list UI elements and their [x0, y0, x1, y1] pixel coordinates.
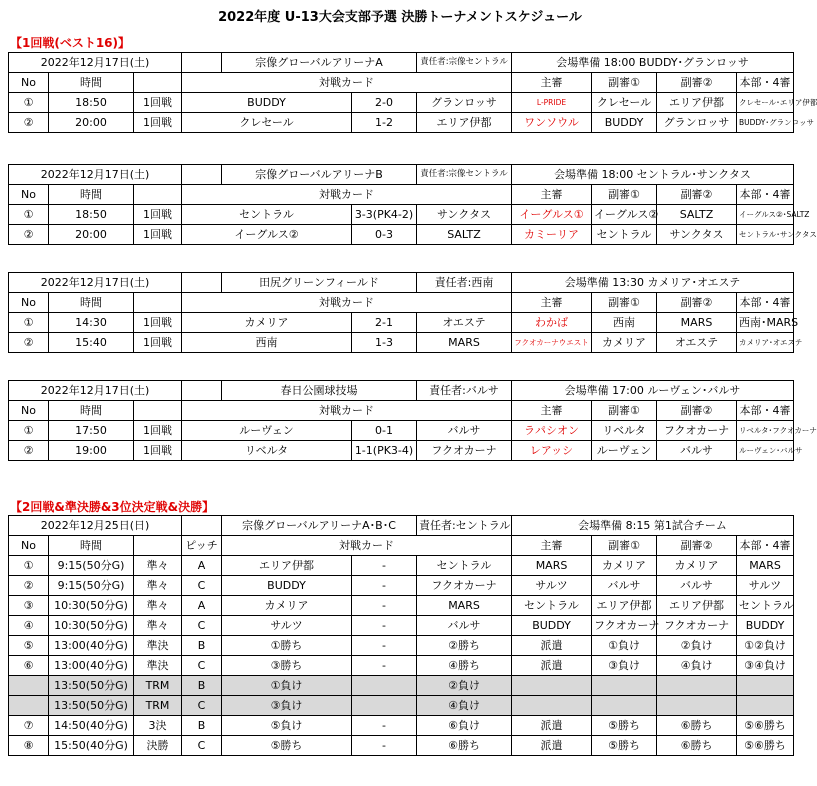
away-team: バルサ: [417, 421, 512, 441]
home-team: ③負け: [222, 696, 352, 716]
assistant-referee-2: エリア伊都: [657, 93, 737, 113]
table-row: [9, 596, 794, 616]
venue-name: 宗像グローバルアリーナB: [222, 165, 417, 185]
header-referee: 主審: [512, 293, 592, 313]
pitch: A: [182, 596, 222, 616]
kickoff-time: 19:00: [49, 441, 134, 461]
kickoff-time: 9:15(50分G): [49, 556, 134, 576]
round-label: 1回戦: [134, 313, 182, 333]
venue-prep: 会場準備 8:15 第1試合チーム: [512, 516, 794, 536]
home-team: リベルタ: [182, 441, 352, 461]
referee: イーグルス①: [512, 205, 592, 225]
venue-prep: 会場準備 18:00 セントラル･サンクタス: [512, 165, 794, 185]
headquarters: セントラル･サンクタス: [737, 225, 794, 245]
headquarters: [737, 676, 794, 696]
score: 1-1(PK3-4): [352, 441, 417, 461]
score: -: [352, 576, 417, 596]
assistant-referee-2: フクオカーナ: [657, 616, 737, 636]
headquarters: [737, 696, 794, 716]
venue-name: 宗像グローバルアリーナA･B･C: [222, 516, 417, 536]
referee: 派遣: [512, 636, 592, 656]
headquarters: 西南･MARS: [737, 313, 794, 333]
match-number: ②: [9, 333, 49, 353]
page-title: 2022年度 U-13大会支部予選 決勝トーナメントスケジュール: [218, 10, 582, 25]
home-team: カメリア: [182, 313, 352, 333]
table-row: [9, 313, 794, 333]
info-row: [9, 516, 794, 536]
assistant-referee-2: MARS: [657, 313, 737, 333]
away-team: エリア伊都: [417, 113, 512, 133]
away-team: サンクタス: [417, 205, 512, 225]
score: -: [352, 596, 417, 616]
header-assistant2: 副審②: [657, 536, 737, 556]
table-row: [9, 441, 794, 461]
headquarters: イーグルス②･SALTZ: [737, 205, 794, 225]
info-row: [9, 381, 794, 401]
header-assistant1: 副審①: [592, 293, 657, 313]
match-number: ②: [9, 576, 49, 596]
match-number: ②: [9, 441, 49, 461]
header-row: [9, 293, 794, 313]
match-date: 2022年12月17日(土): [9, 165, 182, 185]
round-label: 準々: [134, 596, 182, 616]
score: 1-2: [352, 113, 417, 133]
home-team: 西南: [182, 333, 352, 353]
header-time: 時間: [49, 401, 134, 421]
referee: レアッシ: [512, 441, 592, 461]
away-team: バルサ: [417, 616, 512, 636]
table-row: [9, 556, 794, 576]
assistant-referee-2: カメリア: [657, 556, 737, 576]
match-number: ⑧: [9, 736, 49, 756]
home-team: セントラル: [182, 205, 352, 225]
pitch: C: [182, 656, 222, 676]
home-team: カメリア: [222, 596, 352, 616]
schedule-table-tajiri: [8, 272, 803, 353]
headquarters: リベルタ･フクオカーナ: [737, 421, 794, 441]
score: 0-3: [352, 225, 417, 245]
referee: ラパシオン: [512, 421, 592, 441]
header-time: 時間: [49, 73, 134, 93]
header-assistant2: 副審②: [657, 293, 737, 313]
header-assistant1: 副審①: [592, 73, 657, 93]
round-label: 1回戦: [134, 205, 182, 225]
match-number: ②: [9, 225, 49, 245]
assistant-referee-2: [657, 696, 737, 716]
assistant-referee-1: ルーヴェン: [592, 441, 657, 461]
match-date: 2022年12月25日(日): [9, 516, 182, 536]
kickoff-time: 10:30(50分G): [49, 616, 134, 636]
referee: カミーリア: [512, 225, 592, 245]
header-row: [9, 401, 794, 421]
match-date: 2022年12月17日(土): [9, 381, 182, 401]
round-label: 3決: [134, 716, 182, 736]
match-number: ⑥: [9, 656, 49, 676]
match-number: [9, 676, 49, 696]
pitch: A: [182, 556, 222, 576]
header-row: [9, 73, 794, 93]
assistant-referee-1: イーグルス②: [592, 205, 657, 225]
table-row: [9, 93, 794, 113]
referee: ワンソウル: [512, 113, 592, 133]
round-label: 決勝: [134, 736, 182, 756]
header-assistant1: 副審①: [592, 185, 657, 205]
header-hq: 本部・4審: [737, 401, 794, 421]
assistant-referee-1: ①負け: [592, 636, 657, 656]
score: 2-1: [352, 313, 417, 333]
header-no: No: [9, 73, 49, 93]
venue-name: 宗像グローバルアリーナA: [222, 53, 417, 73]
home-team: ①負け: [222, 676, 352, 696]
kickoff-time: 20:00: [49, 113, 134, 133]
info-row: [9, 165, 794, 185]
header-match: 対戦カード: [222, 536, 512, 556]
round-label: 1回戦: [134, 421, 182, 441]
kickoff-time: 14:30: [49, 313, 134, 333]
match-number: ①: [9, 93, 49, 113]
blank-cell: [182, 273, 222, 293]
away-team: ⑥勝ち: [417, 736, 512, 756]
assistant-referee-2: ⑥勝ち: [657, 736, 737, 756]
headquarters: カメリア･オエステ: [737, 333, 794, 353]
header-assistant2: 副審②: [657, 185, 737, 205]
table-row: [9, 736, 794, 756]
schedule-table-round2: [8, 515, 794, 756]
assistant-referee-2: エリア伊都: [657, 596, 737, 616]
kickoff-time: 10:30(50分G): [49, 596, 134, 616]
away-team: オエステ: [417, 313, 512, 333]
kickoff-time: 14:50(40分G): [49, 716, 134, 736]
assistant-referee-1: [592, 676, 657, 696]
assistant-referee-1: セントラル: [592, 225, 657, 245]
headquarters: サルツ: [737, 576, 794, 596]
assistant-referee-1: ⑤勝ち: [592, 736, 657, 756]
round-label: 準決: [134, 656, 182, 676]
header-match: 対戦カード: [182, 293, 512, 313]
table-row: [9, 113, 794, 133]
home-team: ①勝ち: [222, 636, 352, 656]
round-label: 1回戦: [134, 333, 182, 353]
headquarters: クレセール･エリア伊都: [737, 93, 794, 113]
round-label: 1回戦: [134, 225, 182, 245]
header-hq: 本部・4審: [737, 293, 794, 313]
responsible-person: 責任者:セントラル: [417, 516, 512, 536]
referee: 派遣: [512, 656, 592, 676]
blank-cell: [182, 53, 222, 73]
venue-prep: 会場準備 13:30 カメリア･オエステ: [512, 273, 794, 293]
responsible-person: 責任者:宗像セントラル: [417, 53, 512, 73]
venue-prep: 会場準備 17:00 ルーヴェン･バルサ: [512, 381, 794, 401]
score: [352, 676, 417, 696]
header-match: 対戦カード: [182, 401, 512, 421]
venue-name: 春日公園球技場: [222, 381, 417, 401]
away-team: ②勝ち: [417, 636, 512, 656]
assistant-referee-1: リベルタ: [592, 421, 657, 441]
away-team: グランロッサ: [417, 93, 512, 113]
header-time: 時間: [49, 293, 134, 313]
venue-name: 田尻グリーンフィールド: [222, 273, 417, 293]
info-row: [9, 53, 794, 73]
away-team: ⑥負け: [417, 716, 512, 736]
match-date: 2022年12月17日(土): [9, 53, 182, 73]
assistant-referee-2: ⑥勝ち: [657, 716, 737, 736]
home-team: エリア伊都: [222, 556, 352, 576]
home-team: BUDDY: [182, 93, 352, 113]
match-number: ④: [9, 616, 49, 636]
assistant-referee-1: エリア伊都: [592, 596, 657, 616]
schedule-table-venue-b: [8, 164, 817, 245]
match-number: ⑦: [9, 716, 49, 736]
home-team: ③勝ち: [222, 656, 352, 676]
round-label: TRM: [134, 696, 182, 716]
assistant-referee-2: SALTZ: [657, 205, 737, 225]
info-row: [9, 273, 794, 293]
referee: BUDDY: [512, 616, 592, 636]
home-team: BUDDY: [222, 576, 352, 596]
referee: 派遣: [512, 716, 592, 736]
away-team: セントラル: [417, 556, 512, 576]
score: -: [352, 556, 417, 576]
away-team: ④負け: [417, 696, 512, 716]
score: 3-3(PK4-2): [352, 205, 417, 225]
blank-cell: [182, 165, 222, 185]
blank-cell: [134, 401, 182, 421]
score: 0-1: [352, 421, 417, 441]
table-row: [9, 205, 794, 225]
header-match: 対戦カード: [182, 73, 512, 93]
pitch: C: [182, 696, 222, 716]
table-row: [9, 716, 794, 736]
header-time: 時間: [49, 185, 134, 205]
assistant-referee-1: [592, 696, 657, 716]
score: -: [352, 636, 417, 656]
round-label: 準々: [134, 556, 182, 576]
referee: わかば: [512, 313, 592, 333]
round-label: 準決: [134, 636, 182, 656]
referee: [512, 676, 592, 696]
header-no: No: [9, 401, 49, 421]
kickoff-time: 9:15(50分G): [49, 576, 134, 596]
table-row: [9, 225, 794, 245]
home-team: クレセール: [182, 113, 352, 133]
round-label: TRM: [134, 676, 182, 696]
schedule-table-kasuga: [8, 380, 817, 461]
header-assistant2: 副審②: [657, 401, 737, 421]
training-match-row: [9, 676, 794, 696]
assistant-referee-2: サンクタス: [657, 225, 737, 245]
section-title-round1: 【1回戦(ベスト16)】: [10, 36, 131, 50]
assistant-referee-2: バルサ: [657, 576, 737, 596]
assistant-referee-1: BUDDY: [592, 113, 657, 133]
match-number: ③: [9, 596, 49, 616]
headquarters: ⑤⑥勝ち: [737, 716, 794, 736]
referee: セントラル: [512, 596, 592, 616]
header-assistant2: 副審②: [657, 73, 737, 93]
assistant-referee-1: バルサ: [592, 576, 657, 596]
responsible-person: 責任者:宗像セントラル: [417, 165, 512, 185]
table-row: [9, 421, 794, 441]
away-team: ④勝ち: [417, 656, 512, 676]
assistant-referee-2: バルサ: [657, 441, 737, 461]
headquarters: ⑤⑥勝ち: [737, 736, 794, 756]
section-title-round2: 【2回戦&準決勝&3位決定戦&決勝】: [10, 500, 215, 514]
kickoff-time: 13:50(50分G): [49, 676, 134, 696]
assistant-referee-2: フクオカーナ: [657, 421, 737, 441]
away-team: フクオカーナ: [417, 441, 512, 461]
header-match: 対戦カード: [182, 185, 512, 205]
assistant-referee-1: カメリア: [592, 333, 657, 353]
referee: サルツ: [512, 576, 592, 596]
header-referee: 主審: [512, 73, 592, 93]
pitch: C: [182, 616, 222, 636]
assistant-referee-2: オエステ: [657, 333, 737, 353]
away-team: ②負け: [417, 676, 512, 696]
referee: MARS: [512, 556, 592, 576]
pitch: B: [182, 716, 222, 736]
header-pitch: ピッチ: [182, 536, 222, 556]
home-team: ルーヴェン: [182, 421, 352, 441]
kickoff-time: 20:00: [49, 225, 134, 245]
referee: フクオカーナウエスト: [512, 333, 592, 353]
match-number: ①: [9, 313, 49, 333]
kickoff-time: 13:00(40分G): [49, 656, 134, 676]
home-team: サルツ: [222, 616, 352, 636]
header-no: No: [9, 185, 49, 205]
header-no: No: [9, 536, 49, 556]
headquarters: ③④負け: [737, 656, 794, 676]
score: 2-0: [352, 93, 417, 113]
round-label: 準々: [134, 576, 182, 596]
score: -: [352, 656, 417, 676]
match-number: ①: [9, 556, 49, 576]
table-row: [9, 616, 794, 636]
score: -: [352, 736, 417, 756]
score: -: [352, 716, 417, 736]
assistant-referee-1: ⑤勝ち: [592, 716, 657, 736]
blank-cell: [134, 293, 182, 313]
header-referee: 主審: [512, 185, 592, 205]
header-row: [9, 536, 794, 556]
round-label: 1回戦: [134, 93, 182, 113]
assistant-referee-1: フクオカーナ: [592, 616, 657, 636]
match-number: ①: [9, 205, 49, 225]
home-team: ⑤勝ち: [222, 736, 352, 756]
header-row: [9, 185, 794, 205]
table-row: [9, 636, 794, 656]
kickoff-time: 18:50: [49, 93, 134, 113]
table-row: [9, 576, 794, 596]
referee: L-PRIDE: [512, 93, 592, 113]
away-team: MARS: [417, 333, 512, 353]
blank-cell: [134, 185, 182, 205]
away-team: フクオカーナ: [417, 576, 512, 596]
header-assistant1: 副審①: [592, 401, 657, 421]
header-assistant1: 副審①: [592, 536, 657, 556]
pitch: B: [182, 676, 222, 696]
round-label: 準々: [134, 616, 182, 636]
header-hq: 本部・4審: [737, 73, 794, 93]
kickoff-time: 15:50(40分G): [49, 736, 134, 756]
blank-cell: [182, 516, 222, 536]
match-number: [9, 696, 49, 716]
header-time: 時間: [49, 536, 134, 556]
match-number: ①: [9, 421, 49, 441]
headquarters: セントラル: [737, 596, 794, 616]
assistant-referee-1: 西南: [592, 313, 657, 333]
headquarters: ルーヴェン･バルサ: [737, 441, 794, 461]
venue-prep: 会場準備 18:00 BUDDY･グランロッサ: [512, 53, 794, 73]
assistant-referee-2: グランロッサ: [657, 113, 737, 133]
headquarters: BUDDY: [737, 616, 794, 636]
assistant-referee-2: ④負け: [657, 656, 737, 676]
header-hq: 本部・4審: [737, 185, 794, 205]
home-team: イーグルス②: [182, 225, 352, 245]
away-team: MARS: [417, 596, 512, 616]
kickoff-time: 13:00(40分G): [49, 636, 134, 656]
table-row: [9, 333, 794, 353]
table-row: [9, 656, 794, 676]
headquarters: MARS: [737, 556, 794, 576]
kickoff-time: 15:40: [49, 333, 134, 353]
assistant-referee-1: カメリア: [592, 556, 657, 576]
referee: [512, 696, 592, 716]
score: 1-3: [352, 333, 417, 353]
match-number: ⑤: [9, 636, 49, 656]
pitch: B: [182, 636, 222, 656]
header-referee: 主審: [512, 536, 592, 556]
assistant-referee-1: クレセール: [592, 93, 657, 113]
home-team: ⑤負け: [222, 716, 352, 736]
blank-cell: [134, 536, 182, 556]
round-label: 1回戦: [134, 441, 182, 461]
kickoff-time: 18:50: [49, 205, 134, 225]
referee: 派遣: [512, 736, 592, 756]
header-no: No: [9, 293, 49, 313]
assistant-referee-2: ②負け: [657, 636, 737, 656]
assistant-referee-2: [657, 676, 737, 696]
score: [352, 696, 417, 716]
away-team: SALTZ: [417, 225, 512, 245]
round-label: 1回戦: [134, 113, 182, 133]
header-hq: 本部・4審: [737, 536, 794, 556]
responsible-person: 責任者:バルサ: [417, 381, 512, 401]
assistant-referee-1: ③負け: [592, 656, 657, 676]
blank-cell: [134, 73, 182, 93]
match-date: 2022年12月17日(土): [9, 273, 182, 293]
kickoff-time: 17:50: [49, 421, 134, 441]
score: -: [352, 616, 417, 636]
responsible-person: 責任者:西南: [417, 273, 512, 293]
headquarters: BUDDY･グランロッサ: [737, 113, 794, 133]
headquarters: ①②負け: [737, 636, 794, 656]
header-referee: 主審: [512, 401, 592, 421]
pitch: C: [182, 576, 222, 596]
kickoff-time: 13:50(50分G): [49, 696, 134, 716]
match-number: ②: [9, 113, 49, 133]
schedule-table-venue-a: [8, 52, 817, 133]
training-match-row: [9, 696, 794, 716]
pitch: C: [182, 736, 222, 756]
blank-cell: [182, 381, 222, 401]
